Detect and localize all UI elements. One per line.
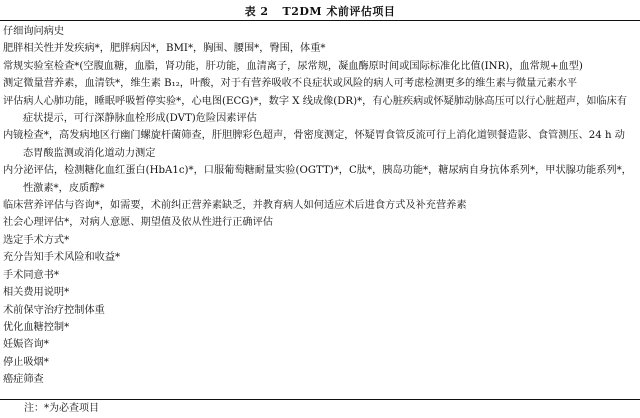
row-text: 停止吸烟* (3, 356, 49, 368)
table-row (3, 127, 635, 162)
table-row (3, 214, 635, 231)
row-text: 术前保守治疗控制体重 (3, 304, 105, 316)
table-row (3, 249, 635, 266)
table-row (3, 162, 635, 197)
row-text: 手术同意书* (3, 269, 60, 281)
table-footnote: 注：*为必查项目 (24, 403, 99, 414)
row-text: 常规实验室检查*(空腹血糖，血脂，肾功能，肝功能，血清离子，尿常规，凝血酶原时间或国际标准化比值(INR)，血常规+血型) (3, 60, 583, 72)
row-text: 相关费用说明* (3, 287, 70, 299)
table-row (3, 336, 635, 353)
row-text: 妊娠咨询* (3, 339, 49, 351)
row-text: 仔细询问病史 (3, 26, 65, 37)
table-number: 表 2 (244, 5, 269, 18)
row-continuation-text: 态胃酸监测或消化道动力测定 (23, 147, 156, 159)
table-row (3, 284, 635, 301)
top-rule (0, 20, 640, 21)
table-row (3, 371, 635, 388)
row-text: 内分泌评估，检测糖化血红蛋白(HbA1c)*，口服葡萄糖耐量实验(OGTT)*，C肽*，胰岛功能*，糖尿病自身抗体系列*，甲状腺功能系列*， (3, 165, 632, 177)
table-row (3, 93, 635, 128)
table-row (3, 23, 635, 40)
table-row (3, 197, 635, 214)
table-row (3, 232, 635, 249)
row-text: 测定微量营养素，血清铁*，维生素 B₁₂，叶酸，对于有营养吸收不良症状或风险的病人可考虑检测更多的维生素与微量元素水平 (3, 78, 578, 90)
row-continuation-text: 性激素*，皮质醇* (23, 182, 105, 194)
row-text: 社会心理评估*，对病人意愿、期望值及依从性进行正确评估 (3, 217, 273, 229)
table-caption (0, 3, 640, 19)
table-title: T2DM 术前评估项目 (282, 5, 396, 18)
bottom-rule (0, 399, 640, 400)
row-continuation-text: 症状提示，可行深静脉血栓形成(DVT)危险因素评估 (23, 113, 257, 125)
row-text: 肥胖相关性并发疾病*，肥胖病因*，BMI*，胸围、腰围*，臀围，体重* (3, 43, 326, 55)
table-row (3, 40, 635, 57)
row-text: 选定手术方式* (3, 234, 70, 246)
table-row (3, 267, 635, 284)
row-text: 癌症筛查 (3, 374, 44, 386)
evaluation-items-list (3, 23, 635, 389)
row-text: 评估病人心肺功能，睡眠呼吸暂停实验*，心电图(ECG)*，数字 X 线成像(DR)*，有心脏疾病或怀疑肺动脉高压可以行心脏超声，如临床有 (3, 95, 628, 107)
table-row (3, 319, 635, 336)
row-text: 内镜检查*，高发病地区行幽门螺旋杆菌筛查，肝胆脾彩色超声，骨密度测定，怀疑胃食管反流可行上消化道钡餐造影、食管测压、24 h 动 (3, 130, 625, 142)
row-text: 临床营养评估与咨询*，如需要，术前纠正营养素缺乏，并教育病人如何适应术后进食方式及补充营养素 (3, 200, 467, 212)
table-row (3, 58, 635, 75)
table-row (3, 75, 635, 92)
table-row (3, 302, 635, 319)
table-row (3, 354, 635, 371)
row-text: 优化血糖控制* (3, 321, 70, 333)
row-text: 充分告知手术风险和收益* (3, 252, 121, 264)
